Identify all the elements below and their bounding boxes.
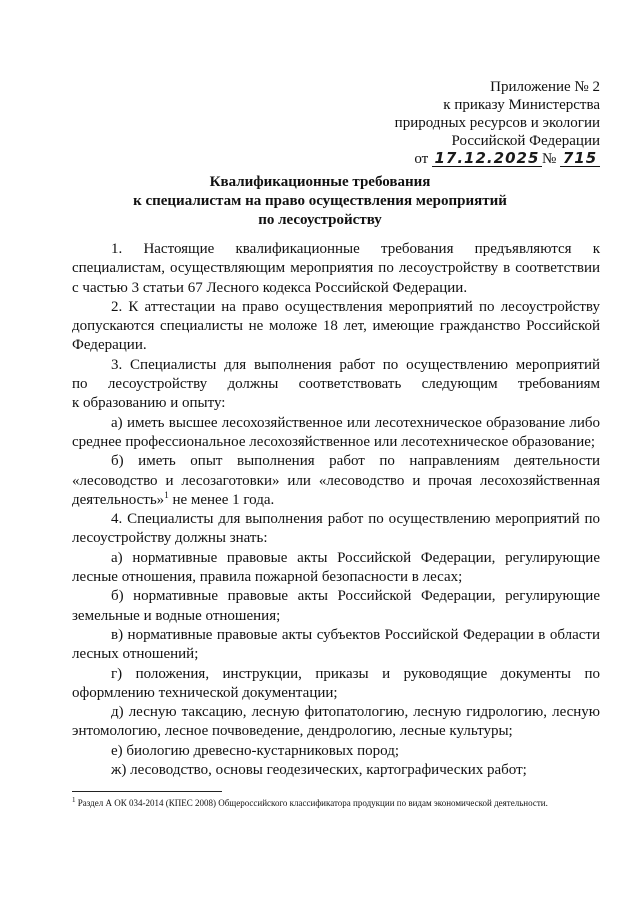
- paragraph-3b: [72, 452, 600, 510]
- document-body: [72, 240, 600, 780]
- paragraph-3-line-2: по лесоустройству должны соответствовать следующим требованиям: [72, 376, 600, 393]
- footnote-mark: 1: [72, 796, 76, 804]
- handwritten-date: 17.12.2025: [432, 150, 542, 167]
- paragraph-4: 4. Специалисты для выполнения работ по осуществлению мероприятий по лесоустройству должны знать:: [72, 511, 600, 547]
- paragraph-4a: а) нормативные правовые акты Российской Федерации, регулирующие лесные отношения, правила пожарной безопасности в лесах;: [72, 549, 600, 586]
- title-line-1: Квалификационные требования: [209, 174, 431, 190]
- document-title: [0, 173, 640, 230]
- paragraph-1: 1. Настоящие квалификационные требования предъявляются к специалистам, осуществляющим мероприятия по лесоустройству в соответствии с частью 3 статьи 67 Лесного кодекса Российской Федерации.: [72, 241, 600, 296]
- footnote-text: Раздел А ОК 034-2014 (КПЕС 2008) Общероссийского классификатора продукции по видам экономической деятельности.: [75, 798, 548, 808]
- footnote: [72, 797, 600, 810]
- paragraph-4d: г) положения, инструкции, приказы и руководящие документы по оформлению технической документации;: [72, 665, 600, 701]
- footnote-reference[interactable]: 1: [164, 489, 169, 500]
- paragraph-4g: ж) лесоводство, основы геодезических, картографических работ;: [111, 762, 527, 779]
- paragraph-3-line-1: 3. Специалисты для выполнения работ по осуществлению мероприятий: [111, 356, 600, 373]
- appendix-line-4: Российской Федерации: [451, 133, 600, 149]
- paragraph-4e: д) лесную таксацию, лесную фитопатологию, лесную гидрологию, лесную энтомологию, лесное почвоведение, дендрологию, лесные культуры;: [72, 704, 600, 740]
- paragraph-3a: а) иметь высшее лесохозяйственное или лесотехническое образование либо среднее профессиональное лесохозяйственное или лесотехническое образование;: [72, 414, 600, 450]
- order-date-number: [340, 150, 600, 168]
- number-prefix: №: [541, 151, 557, 167]
- from-prefix: от: [414, 151, 429, 167]
- paragraph-3b-text: б) иметь опыт выполнения работ по направлениям деятельности «лесоводство и лесозаготовки» или «лесоводство и прочая лесохозяйственная деятельность»: [72, 453, 600, 508]
- paragraph-4c: в) нормативные правовые акты субъектов Российской Федерации в области лесных отношений;: [72, 626, 600, 663]
- paragraph-4f: е) биологию древесно-кустарниковых пород;: [111, 742, 399, 759]
- footnote-divider: [72, 791, 222, 792]
- paragraph-2: 2. К аттестации на право осуществления мероприятий по лесоустройству допускаются специалисты не моложе 18 лет, имеющие гражданство Российской Федерации.: [72, 298, 600, 354]
- appendix-header: [340, 78, 600, 168]
- handwritten-number: 715: [560, 150, 600, 167]
- title-line-3: по лесоустройству: [258, 212, 382, 228]
- appendix-line-1: Приложение № 2: [490, 79, 600, 95]
- appendix-line-2: к приказу Министерства: [443, 97, 600, 113]
- paragraph-3: [72, 356, 600, 414]
- paragraph-3-line-3: к образованию и опыту:: [72, 395, 226, 412]
- paragraph-3b-tail: не менее 1 года.: [168, 491, 275, 508]
- title-line-2: к специалистам на право осуществления мероприятий: [133, 193, 507, 209]
- paragraph-4b: б) нормативные правовые акты Российской Федерации, регулирующие земельные и водные отношения;: [72, 588, 600, 624]
- appendix-line-3: природных ресурсов и экологии: [394, 115, 600, 131]
